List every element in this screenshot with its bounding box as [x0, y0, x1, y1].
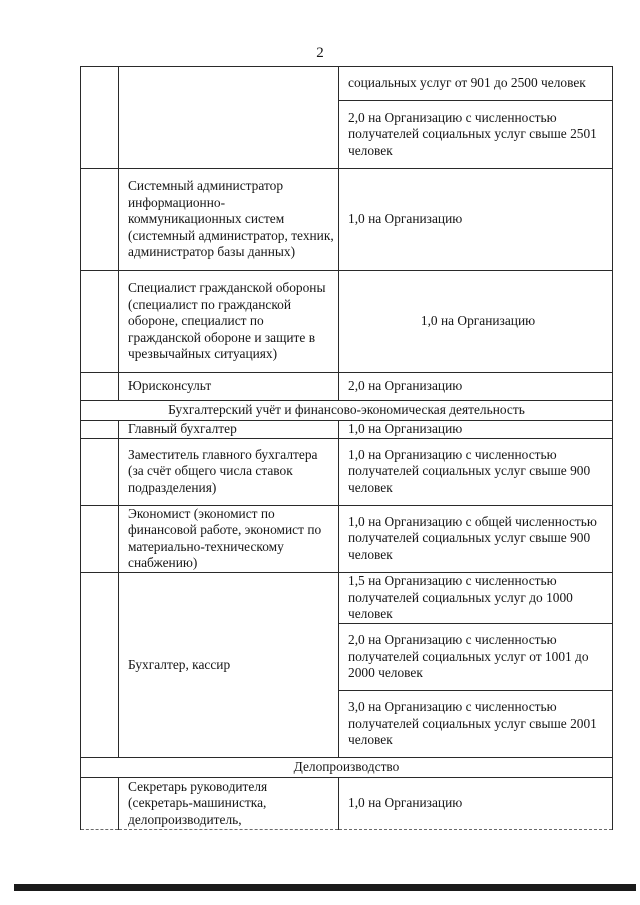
norm-cell: 1,0 на Организацию с численностью получателей социальных услуг свыше 900 человек	[339, 438, 613, 505]
position-cell: Специалист гражданской обороны (специалист по гражданской обороне, специалист по гражданской обороне и защите в чрезвычайных ситуациях)	[119, 271, 339, 373]
norm-cell: 3,0 на Организацию с численностью получателей социальных услуг свыше 2001 человек	[339, 690, 613, 757]
number-cell	[81, 271, 119, 373]
table-row	[81, 271, 613, 373]
position-cell: Экономист (экономист по финансовой работе, экономист по материально-техническому снабжению)	[119, 505, 339, 572]
position-cell: Секретарь руководителя (секретарь-машинистка, делопроизводитель,	[119, 777, 339, 829]
table-row	[81, 169, 613, 271]
number-cell	[81, 169, 119, 271]
position-cell: Бухгалтер, кассир	[119, 572, 339, 757]
norm-cell: 1,0 на Организацию	[339, 169, 613, 271]
position-cell: Заместитель главного бухгалтера (за счёт общего числа ставок подразделения)	[119, 438, 339, 505]
table-row	[81, 572, 613, 623]
section-title: Делопроизводство	[81, 757, 613, 777]
norm-cell: 2,0 на Организацию	[339, 373, 613, 401]
number-cell	[81, 777, 119, 829]
number-cell	[81, 67, 119, 169]
norm-cell: 1,0 на Организацию	[339, 777, 613, 829]
staffing-norms-table	[80, 66, 613, 830]
position-cell: Системный администратор информационно-коммуникационных систем (системный администратор, техник, администратор базы данных)	[119, 169, 339, 271]
position-cell: Главный бухгалтер	[119, 421, 339, 439]
section-header-row	[81, 757, 613, 777]
norm-cell: 1,5 на Организацию с численностью получателей социальных услуг до 1000 человек	[339, 572, 613, 623]
scan-edge-bar	[14, 884, 636, 891]
norm-cell: социальных услуг от 901 до 2500 человек	[339, 67, 613, 101]
table-row	[81, 67, 613, 101]
table-row	[81, 438, 613, 505]
section-title: Бухгалтерский учёт и финансово-экономическая деятельность	[81, 401, 613, 421]
table-row	[81, 421, 613, 439]
number-cell	[81, 421, 119, 439]
number-cell	[81, 505, 119, 572]
norm-cell: 1,0 на Организацию с общей численностью получателей социальных услуг свыше 900 человек	[339, 505, 613, 572]
table-row	[81, 373, 613, 401]
norm-cell: 1,0 на Организацию	[339, 271, 613, 373]
position-cell	[119, 67, 339, 169]
position-cell: Юрисконсульт	[119, 373, 339, 401]
number-cell	[81, 438, 119, 505]
norm-cell: 1,0 на Организацию	[339, 421, 613, 439]
number-cell	[81, 572, 119, 757]
norm-cell: 2,0 на Организацию с численностью получателей социальных услуг от 1001 до 2000 человек	[339, 623, 613, 690]
norm-cell: 2,0 на Организацию с численностью получателей социальных услуг свыше 2501 человек	[339, 101, 613, 169]
table-row	[81, 505, 613, 572]
number-cell	[81, 373, 119, 401]
table-row	[81, 777, 613, 829]
page-number: 2	[316, 45, 324, 61]
section-header-row	[81, 401, 613, 421]
